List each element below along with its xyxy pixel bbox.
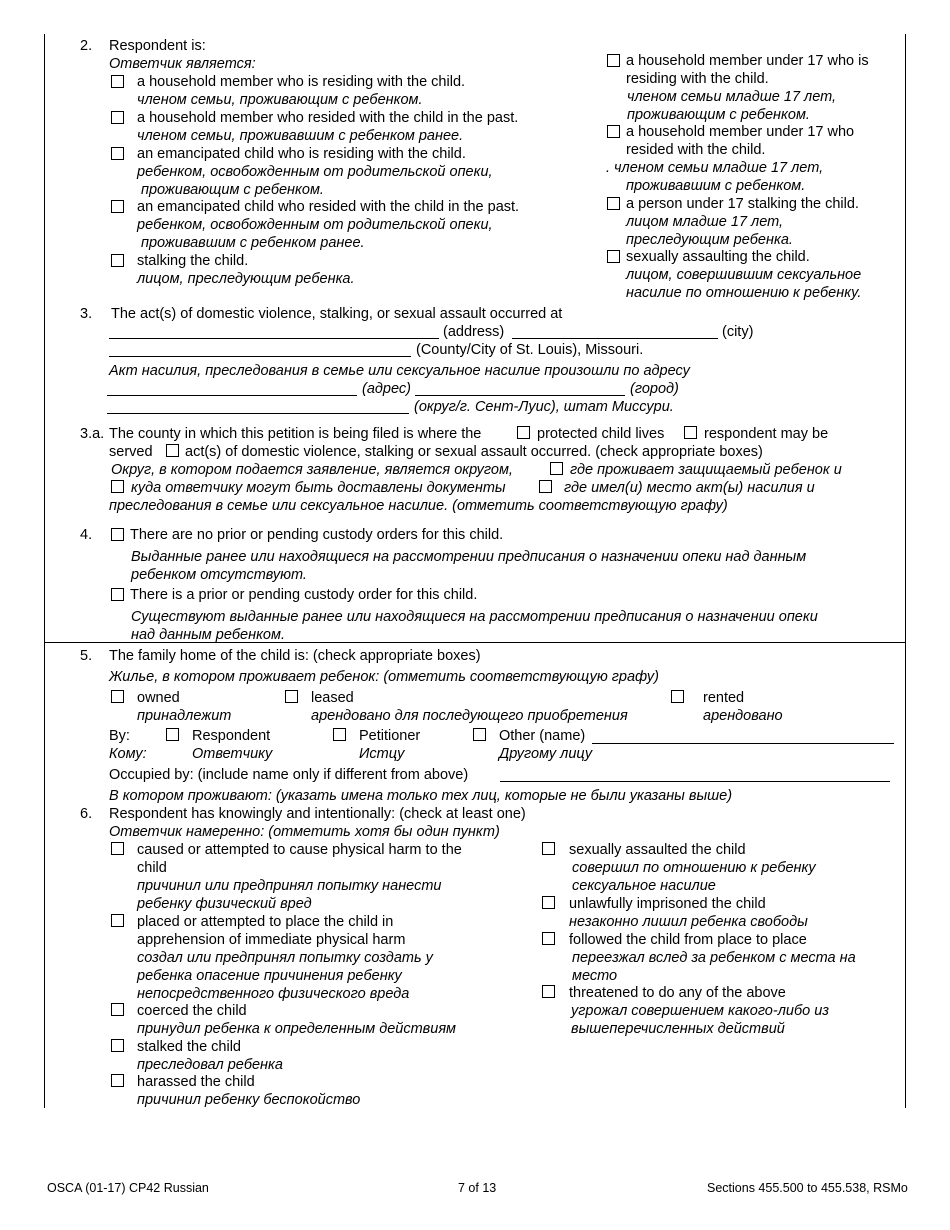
address-field-ru bbox=[107, 395, 357, 396]
option-label-ru-2: проживавшим с ребенком. bbox=[626, 178, 806, 194]
checkbox-household-residing[interactable] bbox=[111, 75, 124, 88]
section-6-title: Respondent has knowingly and intentionally: (check at least one) bbox=[109, 806, 526, 822]
no-prior-custody-ru-2: ребенком отсутствуют. bbox=[131, 567, 307, 583]
checkbox-by-petitioner[interactable] bbox=[333, 728, 346, 741]
option-label-ru: принудил ребенка к определенным действиям bbox=[137, 1021, 456, 1037]
option-label: harassed the child bbox=[137, 1074, 255, 1090]
option-label: an emancipated child who resided with the child in the past. bbox=[137, 199, 520, 215]
checkbox-physical-harm[interactable] bbox=[111, 842, 124, 855]
section-3a-line2b: act(s) of domestic violence, stalking or sexual assault occurred. (check appropriate boxes) bbox=[185, 444, 763, 460]
checkbox-household-under17-residing[interactable] bbox=[607, 54, 620, 67]
right-margin-line bbox=[905, 34, 906, 1108]
option-label-2: apprehension of immediate physical harm bbox=[137, 932, 406, 948]
section-5-number: 5. bbox=[80, 648, 93, 664]
county-field-ru bbox=[107, 413, 409, 414]
option-label: stalking the child. bbox=[137, 253, 249, 269]
option-label: followed the child from place to place bbox=[569, 932, 807, 948]
city-field-ru bbox=[415, 395, 625, 396]
section-3a-line4a: куда ответчику могут быть доставлены документы bbox=[131, 480, 506, 496]
option-label: sexually assaulted the child bbox=[569, 842, 746, 858]
option-label-2: child bbox=[137, 860, 167, 876]
section-3a-line3a: Округ, в котором подается заявление, является округом, bbox=[111, 462, 513, 478]
by-respondent-label: Respondent bbox=[192, 728, 271, 744]
checkbox-respondent-served[interactable] bbox=[684, 426, 697, 439]
option-label-ru: незаконно лишил ребенка свободы bbox=[569, 914, 808, 930]
checkbox-person-under17-stalking[interactable] bbox=[607, 197, 620, 210]
checkbox-coerced[interactable] bbox=[111, 1003, 124, 1016]
option-label-ru: ребенком, освобожденным от родительской опеки, bbox=[137, 164, 493, 180]
option-label-ru: членом семьи младше 17 лет, bbox=[627, 89, 837, 105]
option-label-ru: угрожал совершением какого-либо из bbox=[571, 1003, 829, 1019]
section-2-title: Respondent is: bbox=[109, 38, 206, 54]
checkbox-harassed[interactable] bbox=[111, 1074, 124, 1087]
option-label-2: resided with the child. bbox=[626, 142, 766, 158]
checkbox-stalking[interactable] bbox=[111, 254, 124, 267]
address-field[interactable] bbox=[109, 338, 439, 339]
option-label-ru: лицом, преследующим ребенка. bbox=[137, 271, 355, 287]
option-label: a household member under 17 who is bbox=[626, 53, 869, 69]
checkbox-household-under17-resided[interactable] bbox=[607, 125, 620, 138]
option-label-ru: создал или предпринял попытку создать у bbox=[137, 950, 433, 966]
rented-label: rented bbox=[703, 690, 745, 706]
rented-label-ru: арендовано bbox=[703, 708, 783, 724]
section-2-title-ru: Ответчик является: bbox=[109, 56, 256, 72]
city-field[interactable] bbox=[512, 338, 718, 339]
option-label-ru: лицом, совершившим сексуальное bbox=[626, 267, 862, 283]
option-label-ru-2: место bbox=[572, 968, 618, 984]
checkbox-stalked[interactable] bbox=[111, 1039, 124, 1052]
prior-custody-ru-2: над данным ребенком. bbox=[131, 627, 285, 643]
section-5-title: The family home of the child is: (check appropriate boxes) bbox=[109, 648, 481, 664]
option-label: caused or attempted to cause physical harm to the bbox=[137, 842, 462, 858]
option-label-ru: переезжал вслед за ребенком с места на bbox=[572, 950, 856, 966]
option-label-ru: членом семьи, проживающим с ребенком. bbox=[137, 92, 423, 108]
by-petitioner-label-ru: Истцу bbox=[359, 746, 405, 762]
option-label-ru: ребенком, освобожденным от родительской опеки, bbox=[137, 217, 493, 233]
option-label: unlawfully imprisoned the child bbox=[569, 896, 766, 912]
checkbox-protected-child-lives[interactable] bbox=[517, 426, 530, 439]
city-label: (city) bbox=[722, 324, 754, 340]
option-label-ru: . членом семьи младше 17 лет, bbox=[606, 160, 824, 176]
section-3-line1: The act(s) of domestic violence, stalking, or sexual assault occurred at bbox=[111, 306, 563, 322]
leased-label: leased bbox=[311, 690, 354, 706]
option-label-ru-2: проживающим с ребенком. bbox=[141, 182, 324, 198]
checkbox-owned[interactable] bbox=[111, 690, 124, 703]
by-label: By: bbox=[109, 728, 130, 744]
section-3a-line1c: respondent may be bbox=[704, 426, 829, 442]
no-prior-custody-label: There are no prior or pending custody orders for this child. bbox=[130, 527, 504, 543]
checkbox-emancipated-resided-past[interactable] bbox=[111, 200, 124, 213]
prior-custody-ru: Существуют выданные ранее или находящиеся на рассмотрении предписания о назначении опеки bbox=[131, 609, 818, 625]
option-label-ru-3: непосредственного физического вреда bbox=[137, 986, 410, 1002]
occupied-by-label-ru: В котором проживают: (указать имена только тех лиц, которые не были указаны выше) bbox=[109, 788, 733, 804]
checkbox-by-other[interactable] bbox=[473, 728, 486, 741]
option-label: a household member who is residing with the child. bbox=[137, 74, 466, 90]
option-label-ru-2: вышеперечисленных действий bbox=[571, 1021, 785, 1037]
county-field[interactable] bbox=[109, 356, 411, 357]
option-label-ru-2: сексуальное насилие bbox=[572, 878, 716, 894]
county-label-ru: (округ/г. Сент-Луис), штат Миссури. bbox=[414, 399, 674, 415]
option-label: threatened to do any of the above bbox=[569, 985, 786, 1001]
checkbox-respondent-served-ru[interactable] bbox=[111, 480, 124, 493]
other-name-field[interactable] bbox=[592, 743, 894, 744]
checkbox-protected-child-lives-ru[interactable] bbox=[550, 462, 563, 475]
option-label-ru-2: ребенку физический вред bbox=[137, 896, 312, 912]
checkbox-sexually-assaulted[interactable] bbox=[542, 842, 555, 855]
section-3a-line5: преследования в семье или сексуальное насилие. (отметить соответствующую графу) bbox=[109, 498, 728, 514]
option-label-ru: причинил или предпринял попытку нанести bbox=[137, 878, 442, 894]
no-prior-custody-ru: Выданные ранее или находящиеся на рассмотрении предписания о назначении опеки над данным bbox=[131, 549, 807, 565]
section-6-number: 6. bbox=[80, 806, 93, 822]
section-3a-line2a: served bbox=[109, 444, 153, 460]
checkbox-imprisoned[interactable] bbox=[542, 896, 555, 909]
option-label: a household member who resided with the child in the past. bbox=[137, 110, 519, 126]
option-label: coerced the child bbox=[137, 1003, 247, 1019]
footer-form-id: OSCA (01-17) CP42 Russian bbox=[47, 1181, 209, 1195]
option-label-ru: причинил ребенку беспокойство bbox=[137, 1092, 361, 1108]
checkbox-leased[interactable] bbox=[285, 690, 298, 703]
option-label-ru: членом семьи, проживавшим с ребенком ранее. bbox=[137, 128, 464, 144]
footer-statute: Sections 455.500 to 455.538, RSMo bbox=[707, 1181, 908, 1195]
option-label-ru-2: проживающим с ребенком. bbox=[627, 107, 810, 123]
city-label-ru: (город) bbox=[630, 381, 679, 397]
by-other-label: Other (name) bbox=[499, 728, 586, 744]
option-label-ru: преследовал ребенка bbox=[137, 1057, 283, 1073]
section-6-title-ru: Ответчик намеренно: (отметить хотя бы один пункт) bbox=[109, 824, 500, 840]
address-label: (address) bbox=[443, 324, 505, 340]
option-label: placed or attempted to place the child in bbox=[137, 914, 394, 930]
left-margin-line bbox=[44, 34, 45, 1108]
section-3a-number: 3.a. bbox=[80, 426, 105, 442]
by-petitioner-label: Petitioner bbox=[359, 728, 421, 744]
option-label-ru-2: преследующим ребенка. bbox=[626, 232, 793, 248]
option-label-ru-2: проживавшим с ребенком ранее. bbox=[141, 235, 365, 251]
option-label-ru-2: насилие по отношению к ребенку. bbox=[626, 285, 862, 301]
checkbox-apprehension[interactable] bbox=[111, 914, 124, 927]
option-label: stalked the child bbox=[137, 1039, 241, 1055]
option-label: a person under 17 stalking the child. bbox=[626, 196, 859, 212]
checkbox-act-occurred[interactable] bbox=[166, 444, 179, 457]
option-label-2: residing with the child. bbox=[626, 71, 769, 87]
section-3-line-ru: Акт насилия, преследования в семье или сексуальное насилие произошли по адресу bbox=[109, 363, 690, 379]
owned-label: owned bbox=[137, 690, 180, 706]
section-4-number: 4. bbox=[80, 527, 93, 543]
checkbox-prior-custody[interactable] bbox=[111, 588, 124, 601]
checkbox-by-respondent[interactable] bbox=[166, 728, 179, 741]
by-other-label-ru: Другому лицу bbox=[499, 746, 593, 762]
option-label: sexually assaulting the child. bbox=[626, 249, 810, 265]
checkbox-threatened[interactable] bbox=[542, 985, 555, 998]
option-label-ru: совершил по отношению к ребенку bbox=[572, 860, 816, 876]
by-respondent-label-ru: Ответчику bbox=[192, 746, 273, 762]
checkbox-household-resided-past[interactable] bbox=[111, 111, 124, 124]
by-label-ru: Кому: bbox=[109, 746, 147, 762]
option-label: a household member under 17 who bbox=[626, 124, 855, 140]
checkbox-rented[interactable] bbox=[671, 690, 684, 703]
section-3-number: 3. bbox=[80, 306, 93, 322]
checkbox-sexually-assaulting[interactable] bbox=[607, 250, 620, 263]
occupied-by-label: Occupied by: (include name only if different from above) bbox=[109, 767, 469, 783]
prior-custody-label: There is a prior or pending custody order for this child. bbox=[130, 587, 478, 603]
leased-label-ru: арендовано для последующего приобретения bbox=[311, 708, 628, 724]
footer-page-number: 7 of 13 bbox=[458, 1181, 497, 1195]
checkbox-no-prior-custody[interactable] bbox=[111, 528, 124, 541]
section-3a-line4b: где имел(и) место акт(ы) насилия и bbox=[564, 480, 815, 496]
checkbox-act-occurred-ru[interactable] bbox=[539, 480, 552, 493]
section-3a-line1b: protected child lives bbox=[537, 426, 665, 442]
section-5-title-ru: Жилье, в котором проживает ребенок: (отметить соответствующую графу) bbox=[109, 669, 659, 685]
checkbox-emancipated-residing[interactable] bbox=[111, 147, 124, 160]
county-label: (County/City of St. Louis), Missouri. bbox=[416, 342, 644, 358]
option-label-ru: лицом младше 17 лет, bbox=[626, 214, 784, 230]
address-label-ru: (адрес) bbox=[362, 381, 411, 397]
checkbox-followed[interactable] bbox=[542, 932, 555, 945]
option-label: an emancipated child who is residing with the child. bbox=[137, 146, 466, 162]
owned-label-ru: принадлежит bbox=[137, 708, 232, 724]
option-label-ru-2: ребенка опасение причинения ребенку bbox=[137, 968, 402, 984]
section-3a-line1a: The county in which this petition is being filed is where the bbox=[109, 426, 482, 442]
occupied-by-field[interactable] bbox=[500, 781, 890, 782]
section-3a-line3b: где проживает защищаемый ребенок и bbox=[570, 462, 842, 478]
section-2-number: 2. bbox=[80, 38, 93, 54]
